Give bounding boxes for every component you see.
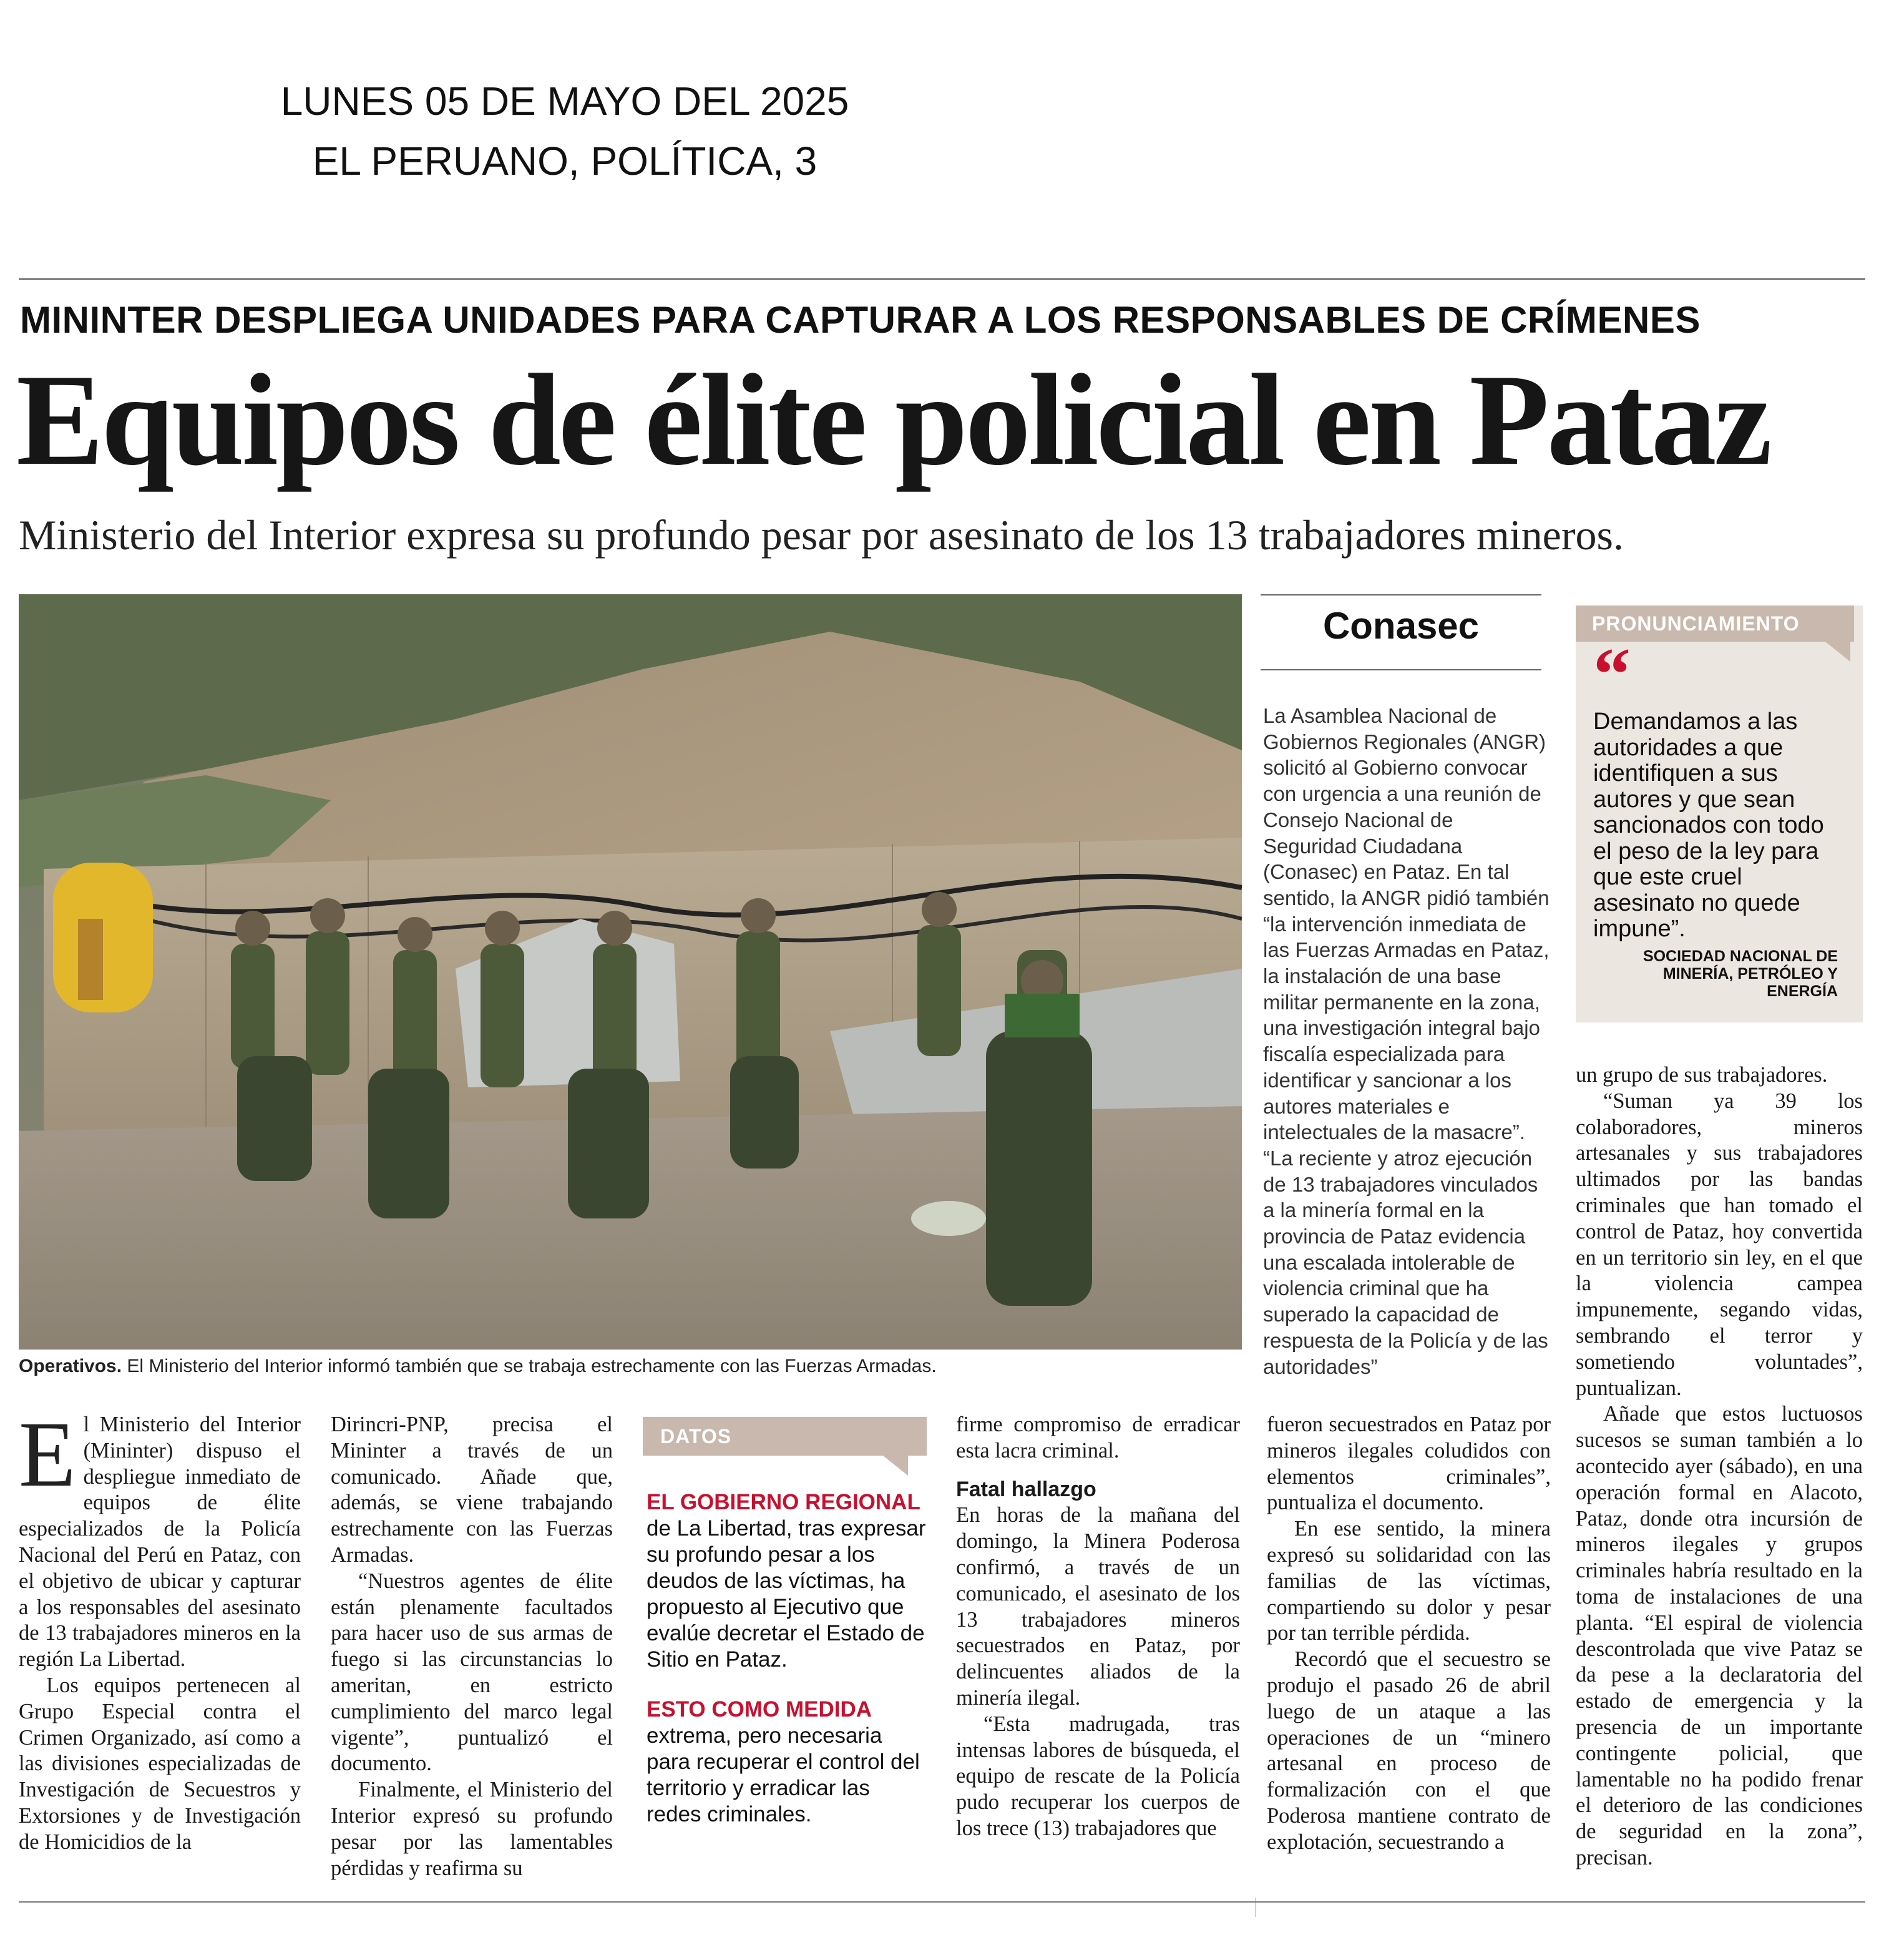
edition-date: LUNES 05 DE MAYO DEL 2025 bbox=[280, 79, 849, 124]
col5-paragraph-1: un grupo de sus trabajadores. bbox=[1576, 1063, 1828, 1087]
col5-paragraph-3: Añade que estos luctuosos sucesos se suman también a lo acontecido ayer (sábado), en una operación formal en Alacoto, Pataz, donde otra incursión de mineros ilegales y grupos criminales habría resultado en la toma de instalaciones de una planta. “El espiral de violencia descontrolada que vive Pataz se da pese a la declaratoria del estado de emergencia y la presencia de un importante contingente policial, que lamentable no ha podido frenar el deterioro de las condiciones de seguridad en la zona”, precisan. bbox=[1576, 1402, 1863, 1869]
photo-soldiers-mining-site bbox=[19, 594, 1242, 1350]
edition-source: EL PERUANO, POLÍTICA, 3 bbox=[312, 139, 818, 184]
datos-box bbox=[643, 1417, 927, 1960]
photo-caption bbox=[19, 1356, 937, 1377]
conasec-title: Conasec bbox=[1322, 605, 1480, 647]
col4-paragraph-1: fueron secuestrados en Pataz por mineros ilegales coludidos con elementos criminales”, puntualiza el documento. bbox=[1267, 1413, 1551, 1515]
datos-item-2-lead: ESTO COMO MEDIDA bbox=[647, 1697, 872, 1722]
col4-paragraph-3: Recordó que el secuestro se produjo el pasado 26 de abril luego de un ataque a las operaciones de un “minero artesanal en proceso de formalización con el que Poderosa mantiene contrato de explotación, secuestrando a bbox=[1267, 1647, 1551, 1854]
article-column-4 bbox=[1267, 1412, 1551, 1856]
datos-item-1-text: de La Libertad, tras expresar su profundo pesar a los deudos de las víctimas, ha propuesto al Ejecutivo que evalúe decretar el Estado de Sitio en Pataz. bbox=[647, 1516, 926, 1672]
article-column-3 bbox=[956, 1412, 1240, 1842]
col2-paragraph-2: “Nuestros agentes de élite están plenamente facultados para hacer uso de sus armas de fuego si las circunstancias lo ameritan, en estricto cumplimiento del marco legal vigente”, puntualizó el documento. bbox=[331, 1569, 613, 1776]
bottom-rule bbox=[19, 1901, 1865, 1903]
col2-paragraph-3: Finalmente, el Ministerio del Interior expresó su profundo pesar por las lamentables pérdidas y reafirma su bbox=[331, 1778, 613, 1880]
article-photo bbox=[19, 594, 1242, 1350]
col3-paragraph-2: En horas de la mañana del domingo, la Minera Poderosa confirmó, a través de un comunicado, el asesinato de los 13 trabajadores mineros secuestrados en Pataz, por delincuentes aliados de la minería ilegal. bbox=[956, 1503, 1240, 1710]
headline: Equipos de élite policial en Pataz bbox=[16, 348, 1770, 492]
col2-paragraph-1: Dirincri-PNP, precisa el Mininter a través de un comunicado. Añade que, además, se viene trabajando estrechamente con las Fuerzas Armadas. bbox=[331, 1413, 613, 1567]
col3-paragraph-1: firme compromiso de erradicar esta lacra criminal. bbox=[956, 1413, 1240, 1463]
datos-item-2 bbox=[647, 1697, 927, 1828]
col1-paragraph-2: Los equipos pertenecen al Grupo Especial contra el Crimen Organizado, así como a las divisiones especializadas de Investigación de Secuestros y Extorsiones y de Investigación de Homicidios de la bbox=[19, 1673, 301, 1854]
pronunciamiento-tag: PRONUNCIAMIENTO bbox=[1576, 605, 1854, 642]
article-column-2 bbox=[331, 1412, 613, 1881]
col1-paragraph-1: l Ministerio del Interior (Mininter) dispuso el despliegue inmediato de equipos de élite especializados de la Policía Nacional del Perú en Pataz, con el objetivo de ubicar y capturar a los responsables del asesinato de 13 trabajadores mineros en la región La Libertad. bbox=[19, 1413, 301, 1672]
datos-item-1-lead: EL GOBIERNO REGIONAL bbox=[647, 1490, 920, 1514]
kicker: MININTER DESPLIEGA UNIDADES PARA CAPTURAR A LOS RESPONSABLES DE CRÍMENES bbox=[20, 299, 1701, 341]
caption-text: El Ministerio del Interior informó también que se trabaja estrechamente con las Fuerzas Armadas. bbox=[122, 1356, 937, 1376]
subheadline: Ministerio del Interior expresa su profundo pesar por asesinato de los 13 trabajadores mineros. bbox=[19, 511, 1624, 559]
datos-tag-pointer bbox=[883, 1456, 908, 1476]
article-column-1 bbox=[19, 1403, 301, 1856]
col5-paragraph-2: “Suman ya 39 los colaboradores, mineros artesanales y sus trabajadores ultimados por las bandas criminales que han tomado el control de Pataz, hoy convertida en un territorio sin ley, en el que la violencia campea impunemente, segando vidas, sembrando el terror y sometiendo voluntades”, puntualizan. bbox=[1576, 1089, 1863, 1400]
top-rule bbox=[19, 278, 1865, 280]
conasec-bottom-rule bbox=[1261, 669, 1541, 670]
pronunciamiento-source: SOCIEDAD NACIONAL DE MINERÍA, PETRÓLEO Y ENERGÍA bbox=[1642, 948, 1838, 1000]
pronunciamiento-box bbox=[1576, 605, 1863, 1022]
conasec-body: La Asamblea Nacional de Gobiernos Regionales (ANGR) solicitó al Gobierno convocar con urgencia a una reunión de Consejo Nacional de Seguridad Ciudadana (Conasec) en Pataz. En tal sentido, la ANGR pidió también “la intervención inmediata de las Fuerzas Armadas en Pataz, la instalación de una base militar permanente en la zona, una investigación integral bajo fiscalía especializada para identificar y sancionar a los autores materiales e intelectuales de la masacre”. “La reciente y atroz ejecución de 13 trabajadores vinculados a la minería formal en la provincia de Pataz evidencia una escalada intolerable de violencia criminal que ha superado la capacidad de respuesta de la Policía y de las autoridades” bbox=[1263, 704, 1550, 1378]
article-column-5 bbox=[1576, 1062, 1863, 1871]
col3-subheading: Fatal hallazgo bbox=[956, 1477, 1096, 1501]
caption-label: Operativos. bbox=[19, 1356, 122, 1376]
col3-paragraph-3: “Esta madrugada, tras intensas labores de búsqueda, el equipo de rescate de la Policía pudo recuperar los cuerpos de los trece (13) trabajadores que bbox=[956, 1712, 1240, 1840]
pronunciamiento-quote: Demandamos a las autoridades a que identifiquen a sus autores y que sean sancionados con todo el peso de la ley para que este cruel asesinato no quede impune”. bbox=[1593, 708, 1824, 942]
datos-item-2-text: extrema, pero necesaria para recuperar el control del territorio y erradicar las redes criminales. bbox=[647, 1723, 920, 1826]
drop-cap: E bbox=[19, 1403, 76, 1506]
datos-tag: DATOS bbox=[643, 1417, 927, 1456]
col4-paragraph-2: En ese sentido, la minera expresó su solidaridad con las familias de las víctimas, compartiendo su dolor y pesar por tan terrible pérdida. bbox=[1267, 1517, 1551, 1645]
datos-item-1 bbox=[647, 1489, 927, 1673]
conasec-top-rule bbox=[1261, 594, 1541, 595]
tag-pointer bbox=[1825, 642, 1850, 662]
quote-mark-icon: “ bbox=[1593, 632, 1631, 715]
